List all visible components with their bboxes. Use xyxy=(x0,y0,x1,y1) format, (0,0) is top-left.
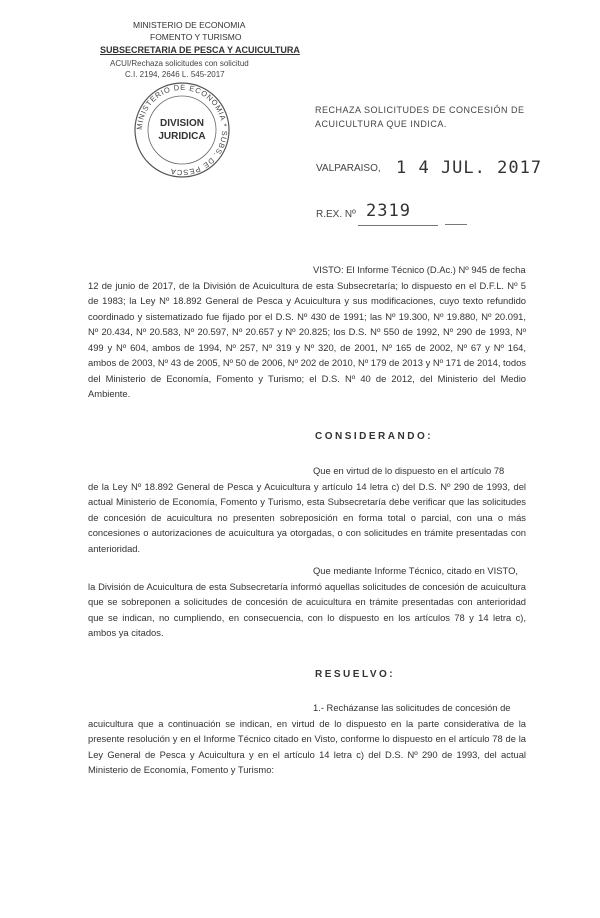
considerando-1-paragraph xyxy=(88,463,526,556)
resuelvo-1-first-line: 1.- Recházanse las solicitudes de concesión de xyxy=(313,702,511,713)
rex-underline xyxy=(358,225,438,226)
resuelvo-1-paragraph xyxy=(88,700,526,778)
stamp-seal-icon xyxy=(132,80,232,180)
codes-line: C.I. 2194, 2646 L. 545-2017 xyxy=(125,70,225,79)
stamp-ring-text: MINISTERIO DE ECONOMIA * SUBS. DE PESCA xyxy=(134,82,230,178)
considerando-2-body: la División de Acuicultura de esta Subsecretaría informó aquellas solicitudes de concesión de acuicultura que se sobreponen a solicitudes de concesión de acuicultura en trámite presentadas con anterioridad que se indican, no cumpliendo, en consecuencia, con lo dispuesto en los artículos 78 y 14 letra c), ambos ya citados. xyxy=(88,580,526,638)
ministry-line-2: FOMENTO Y TURISMO xyxy=(150,32,242,42)
rex-label: R.EX. Nº xyxy=(316,209,356,220)
visto-first-line: VISTO: El Informe Técnico (D.Ac.) Nº 945 de fecha xyxy=(313,264,526,275)
considerando-2-paragraph xyxy=(88,563,526,641)
document-reference: RECHAZA SOLICITUDES DE CONCESIÓN DE ACUICULTURA QUE INDICA. xyxy=(315,105,525,129)
place-label: VALPARAISO, xyxy=(316,163,381,174)
ministry-line-1: MINISTERIO DE ECONOMIA xyxy=(133,20,246,30)
acui-line: ACUI/Rechaza solicitudes con solicitud xyxy=(110,59,249,68)
considerando-heading: CONSIDERANDO: xyxy=(315,431,434,442)
considerando-2-first-line: Que mediante Informe Técnico, citado en VISTO, xyxy=(313,565,518,576)
subsecretaria-title: SUBSECRETARIA DE PESCA Y ACUICULTURA xyxy=(100,45,300,55)
stamp-line-2: JURIDICA xyxy=(158,131,206,142)
date-stamp: 1 4 JUL. 2017 xyxy=(396,158,543,178)
visto-body: 12 de junio de 2017, de la División de Acuicultura de esta Subsecretaría; lo dispuesto en el D.F.L. Nº 5 de 1983; la Ley Nº 18.892 General de Pesca y Acuicultura y sus modificaciones, cuyo texto refundido coordinado y sistematizado fue fijado por el D.S. Nº 430 de 1991; las Nº 19.300, Nº 19.880, Nº 20.091, Nº 20.434, Nº 20.583, Nº 20.597, Nº 20.657 y Nº 20.825; los D.S. Nº 550 de 1992, Nº 290 de 1993, Nº 499 y Nº 604, ambos de 1994, Nº 257, Nº 319 y Nº 320, de 2001, Nº 165 de 2002, Nº 67 y Nº 164, ambos de 2003, Nº 43 de 2005, Nº 50 de 2006, Nº 202 de 2010, Nº 179 de 2013 y Nº 171 de 2014, todos del Ministerio de Economía, Fomento y Turismo; el D.S. Nº 40 de 2012, del Ministerio del Medio Ambiente. xyxy=(88,279,526,399)
considerando-1-body: de la Ley Nº 18.892 General de Pesca y Acuicultura y artículo 14 letra c) del D.S. Nº 290 de 1993, del actual Ministerio de Economía, Fomento y Turismo, esta Subsecretaría debe verificar que las solicitudes de concesión de acuicultura no presenten sobreposición en forma total o parcial, con una o más concesiones o autorizaciones de acuicultura ya otorgadas, o con solicitudes en trámite presentadas con anterioridad. xyxy=(88,480,526,554)
division-juridica-stamp xyxy=(132,80,232,180)
rex-number: 2319 xyxy=(366,201,411,221)
resuelvo-heading: RESUELVO: xyxy=(315,669,396,680)
rex-dash xyxy=(445,224,467,225)
considerando-1-first-line: Que en virtud de lo dispuesto en el artículo 78 xyxy=(313,465,505,476)
visto-paragraph xyxy=(88,262,526,402)
stamp-line-1: DIVISION xyxy=(160,118,204,129)
resuelvo-1-body: acuicultura que a continuación se indican, en virtud de lo dispuesto en la parte considerativa de la presente resolución y en el Informe Técnico citado en Visto, conforme lo dispuesto en el artículo 78 de la Ley General de Pesca y Acuicultura y en el artículo 14 letra c) del D.S. Nº 290 de 1993, del actual Ministerio de Economía, Fomento y Turismo: xyxy=(88,717,526,775)
